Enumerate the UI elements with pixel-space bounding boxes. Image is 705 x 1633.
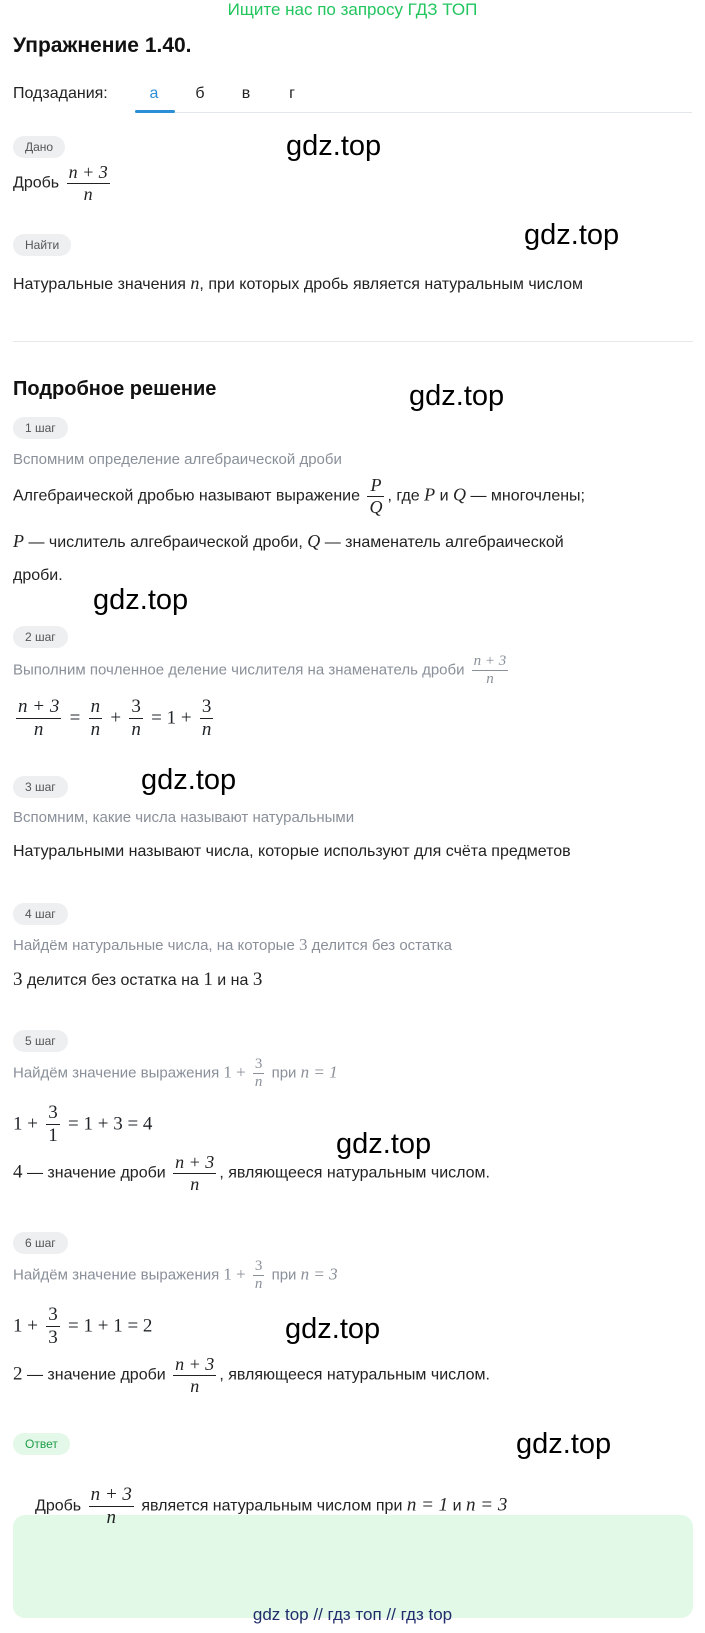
step-4-three: 3 — [252, 969, 263, 990]
watermark: gdz.top — [336, 1128, 432, 1160]
step-1-hint: Вспомним определение алгебраической дроби — [13, 451, 342, 468]
fraction-numerator: 3 — [253, 1056, 265, 1074]
eq-sign: = — [69, 707, 81, 729]
step-5-hint-fraction — [253, 1056, 265, 1092]
footer-separator: // — [386, 1605, 396, 1624]
step-6-hint-fraction — [253, 1258, 265, 1294]
fraction-numerator: n + 3 — [18, 696, 60, 717]
step-2-equation — [13, 696, 216, 741]
watermark: gdz.top — [93, 584, 189, 616]
step-1-badge: 1 шаг — [13, 417, 68, 439]
answer-cond-1: n = 1 — [406, 1494, 449, 1516]
step-2-hint-text: Выполним почленное деление числителя на знаменатель дроби — [13, 661, 465, 679]
step-6-hint-before: Найдём значение выражения — [13, 1266, 220, 1284]
answer-and: и — [452, 1497, 462, 1515]
step-6-res-a: — значение дроби — [26, 1366, 166, 1384]
step-5-hint-before: Найдём значение выражения — [13, 1064, 220, 1082]
step-6-res-b: , являющееся натуральным числом. — [219, 1366, 490, 1384]
step-5-hint-at: при — [271, 1064, 297, 1082]
tab-v[interactable]: в — [241, 85, 251, 102]
step-5-hint — [13, 1056, 338, 1092]
given-label: Дробь — [13, 174, 60, 192]
fraction-numerator: n + 3 — [90, 1484, 132, 1505]
answer-text-mid: является натуральным числом при — [141, 1497, 403, 1515]
step-5-res-b: , являющееся натуральным числом. — [219, 1164, 490, 1182]
find-text — [13, 273, 583, 294]
fraction-numerator: 3 — [48, 1304, 58, 1325]
step-1-line-3: дроби. — [13, 567, 63, 584]
fraction-numerator: n + 3 — [68, 162, 108, 182]
fraction-numerator: 3 — [253, 1258, 265, 1276]
fraction-numerator: 3 — [201, 696, 212, 717]
fraction-denominator: n — [201, 718, 212, 740]
step-1-p2: P — [13, 531, 24, 551]
fraction-denominator: n — [33, 718, 44, 740]
eq-right: = 1 + 3 = 4 — [68, 1113, 153, 1135]
given-fraction — [67, 162, 110, 204]
step-5-res-fraction — [173, 1152, 216, 1194]
eq-fraction — [46, 1304, 60, 1349]
step-4-one: 1 — [203, 969, 213, 990]
fraction-denominator: n — [254, 1074, 263, 1091]
fraction-denominator: Q — [369, 496, 383, 517]
step-5-res-a: — значение дроби — [26, 1164, 166, 1182]
step-1-q2: Q — [307, 531, 321, 551]
footer-separator: // — [313, 1605, 323, 1624]
fraction-denominator: n — [190, 1375, 200, 1396]
top-banner: Ищите нас по запросу ГДЗ ТОП — [227, 0, 478, 19]
fraction-denominator: n — [83, 183, 93, 204]
tabs-divider — [135, 112, 692, 113]
step-1-line-1 — [13, 475, 585, 517]
fraction-denominator: n — [90, 718, 101, 740]
fraction-denominator: n — [486, 671, 494, 688]
eq-left: 1 + — [13, 1315, 38, 1337]
step-4-badge: 4 шаг — [13, 903, 68, 925]
watermark: gdz.top — [516, 1428, 612, 1460]
footer-links — [0, 1605, 705, 1625]
step-1-text-after: — многочлены; — [470, 487, 585, 505]
step-6-equation — [13, 1304, 152, 1349]
watermark: gdz.top — [285, 1313, 381, 1345]
fraction-denominator: n — [190, 1173, 200, 1194]
step-3-text: Натуральными называют числа, которые используют для счёта предметов — [13, 843, 571, 860]
fraction-numerator: n — [90, 696, 101, 717]
fraction-denominator: 1 — [48, 1124, 58, 1146]
step-4-text — [13, 969, 262, 991]
page-title: Упражнение 1.40. — [13, 34, 192, 57]
fraction-denominator: n — [254, 1276, 263, 1293]
step-2-hint-fraction — [472, 653, 509, 689]
step-1-line2-a: — числитель алгебраической дроби, — [28, 534, 303, 551]
subtasks-label: Подзадания: — [13, 85, 108, 102]
step-6-res-num: 2 — [13, 1363, 23, 1385]
step-1-fraction — [367, 475, 384, 517]
fraction-numerator: n + 3 — [175, 1152, 215, 1172]
step-1-q: Q — [452, 484, 466, 505]
step-4-hint-after: делится без остатка — [311, 937, 453, 954]
footer-link-3[interactable]: гдз top — [400, 1605, 453, 1624]
watermark: gdz.top — [141, 764, 237, 796]
eq-fraction-1 — [16, 696, 61, 741]
fraction-denominator: n — [106, 1506, 116, 1528]
find-badge: Найти — [13, 234, 71, 256]
step-4-num: 3 — [13, 969, 23, 990]
footer-link-2[interactable]: гдз топ — [327, 1605, 382, 1624]
watermark: gdz.top — [409, 380, 505, 412]
active-tab-indicator — [135, 110, 175, 113]
answer-text — [35, 1484, 507, 1529]
tab-g[interactable]: г — [289, 85, 295, 102]
step-3-hint: Вспомним, какие числа называют натуральными — [13, 809, 355, 826]
fraction-numerator: 3 — [131, 696, 141, 717]
step-4-hint — [13, 935, 452, 955]
fraction-denominator: 3 — [48, 1326, 58, 1348]
eq-fraction — [46, 1102, 60, 1147]
given-badge: Дано — [13, 136, 65, 158]
fraction-numerator: P — [367, 475, 384, 497]
eq-sign-2: = 1 + — [151, 707, 192, 729]
fraction-denominator: n — [131, 718, 141, 740]
answer-fraction — [89, 1484, 134, 1529]
step-1-and: и — [439, 487, 449, 505]
step-1-line2-b: — знаменатель алгебраической — [324, 534, 564, 551]
find-text-after: , при которых дробь является натуральным числом — [199, 276, 584, 293]
step-6-hint-at: при — [271, 1266, 297, 1284]
answer-cond-2: n = 3 — [466, 1494, 508, 1516]
given-text — [13, 162, 113, 204]
step-6-hint — [13, 1258, 338, 1294]
step-5-hint-one-plus: 1 + — [223, 1062, 246, 1082]
answer-box — [13, 1515, 693, 1618]
eq-fraction-3 — [129, 696, 143, 741]
eq-left: 1 + — [13, 1113, 38, 1135]
step-5-hint-cond: n = 1 — [300, 1062, 338, 1082]
step-5-res-num: 4 — [13, 1161, 23, 1183]
step-1-line-2 — [13, 531, 564, 552]
tab-b[interactable]: б — [195, 85, 205, 102]
step-2-badge: 2 шаг — [13, 626, 68, 648]
step-2-hint — [13, 653, 511, 689]
step-6-hint-cond: n = 3 — [300, 1264, 338, 1284]
watermark: gdz.top — [524, 219, 620, 251]
fraction-numerator: n + 3 — [175, 1354, 215, 1374]
solution-title: Подробное решение — [13, 378, 217, 400]
fraction-numerator: n + 3 — [472, 653, 509, 671]
tab-a[interactable]: а — [149, 85, 159, 102]
step-4-text-b: и на — [217, 972, 249, 989]
step-5-badge: 5 шаг — [13, 1030, 68, 1052]
eq-fraction-2 — [89, 696, 103, 741]
find-text-before: Натуральные значения — [13, 276, 186, 293]
section-divider — [13, 341, 693, 342]
fraction-numerator: 3 — [48, 1102, 58, 1123]
step-6-badge: 6 шаг — [13, 1232, 68, 1254]
answer-text-before: Дробь — [35, 1497, 82, 1515]
watermark: gdz.top — [286, 130, 382, 162]
step-1-p: P — [424, 484, 436, 505]
footer-link-1[interactable]: gdz top — [252, 1605, 309, 1624]
eq-fraction-4 — [200, 696, 214, 741]
step-4-text-a: делится без остатка на — [26, 972, 199, 989]
step-6-res-fraction — [173, 1354, 216, 1396]
plus-sign: + — [110, 707, 122, 729]
answer-badge: Ответ — [13, 1433, 70, 1455]
step-1-text-a: Алгебраической дробью называют выражение — [13, 487, 360, 505]
step-6-hint-one-plus: 1 + — [223, 1264, 246, 1284]
find-variable: n — [190, 273, 200, 293]
step-5-equation — [13, 1102, 152, 1147]
step-4-hint-num: 3 — [298, 935, 308, 954]
step-3-badge: 3 шаг — [13, 776, 68, 798]
step-1-text-mid: , где — [387, 487, 420, 505]
eq-right: = 1 + 1 = 2 — [68, 1315, 153, 1337]
step-4-hint-before: Найдём натуральные числа, на которые — [13, 937, 295, 954]
step-6-result — [13, 1354, 490, 1396]
